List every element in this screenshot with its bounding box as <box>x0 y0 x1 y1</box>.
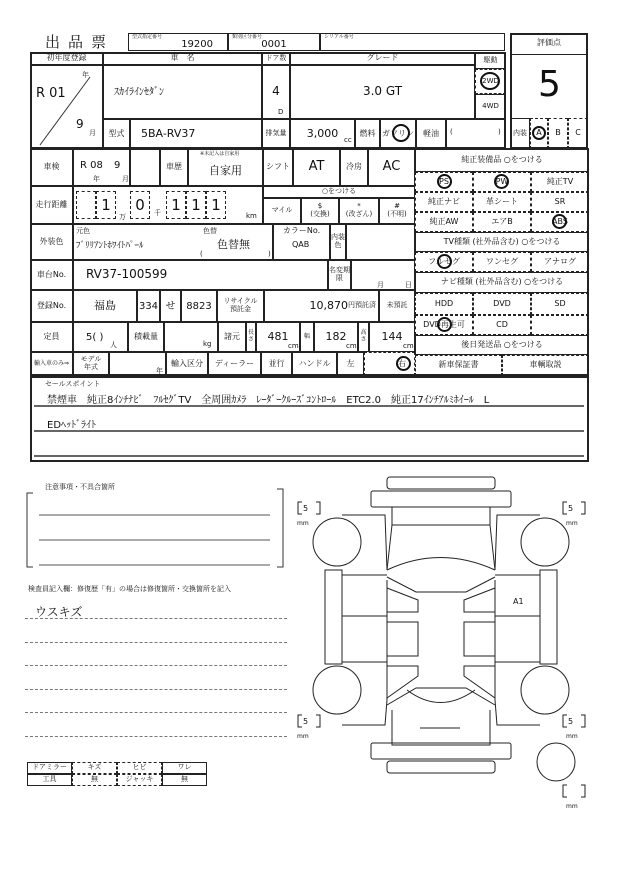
color-no-label: カラーNo. <box>273 224 330 260</box>
doors-unit: D <box>278 108 284 116</box>
tread-front-left: 5 <box>303 504 309 513</box>
tv-oneseg: ワンセグ <box>473 252 531 272</box>
left-sill <box>325 570 342 664</box>
inspection-month-unit: 月 <box>122 175 129 183</box>
tire-rear-left <box>313 666 361 714</box>
drive-2wd-circle <box>480 72 500 90</box>
inspector-text: ウスキズ <box>35 605 83 619</box>
inspector-line <box>25 712 287 713</box>
jack-value: 無 <box>162 774 207 786</box>
spec-label: 諸元 <box>218 322 246 352</box>
equipment-title: 純正装備品 ○をつける <box>415 148 589 172</box>
tools-label: 工具 <box>27 774 72 786</box>
inspector-line <box>25 618 287 619</box>
inspection-year-unit: 年 <box>93 175 100 183</box>
tire-front-right <box>521 518 569 566</box>
equip-tv: 純正TV <box>531 172 589 192</box>
original-color-value: ﾌﾞﾘﾘｱﾝﾄﾎﾜｲﾄﾊﾟｰﾙ <box>76 241 144 251</box>
mileage-digit: 1 <box>166 191 186 219</box>
drive-2wd: 2WD <box>475 69 506 94</box>
registration-kana: せ <box>160 290 181 322</box>
inspector-line <box>25 642 287 643</box>
interior-a: A <box>530 118 548 149</box>
later-manual: 車輌取説 <box>502 355 589 376</box>
category-label: 類別区分番号 <box>232 34 263 40</box>
damage-code-a1: A1 <box>513 597 524 606</box>
import-parallel: 並行 <box>261 352 292 376</box>
paren-open: ( <box>450 128 453 136</box>
inspection-label: 車検 <box>30 148 73 186</box>
mm-unit: mm <box>297 520 309 527</box>
mirror-label: ドアミラー <box>27 762 72 774</box>
mileage-flag-mile[interactable]: マイル <box>263 198 301 224</box>
category-field: 0001 <box>228 33 320 51</box>
model-year-label: モデル 年式 <box>73 352 109 376</box>
mirror-scratch: キズ <box>72 762 117 774</box>
first-registration-year: R 01 <box>36 86 66 101</box>
tv-fullseg: フルセグ <box>415 252 473 272</box>
tv-analog: アナログ <box>531 252 589 272</box>
inspector-line <box>25 736 287 737</box>
rear-bumper-trim <box>387 761 495 773</box>
first-registration-month: 9 <box>76 117 84 131</box>
sales-point-line-2: EDﾍｯﾄﾞﾗｲﾄ <box>47 420 97 431</box>
serial-label: シリアル番号 <box>324 34 354 40</box>
navi-sd: SD <box>531 293 589 315</box>
tv-title: TV種類 (社外品含む) ○をつける <box>415 232 589 252</box>
interior-b: B <box>548 118 568 149</box>
notes-label: 注意事項・不具合箇所 <box>45 483 115 491</box>
usage-label: 車歴 <box>160 148 188 186</box>
name-change-label: 名変期限 <box>328 260 351 290</box>
mileage-flag-unknown[interactable]: # (不明) <box>379 198 415 224</box>
length-label: 長さ <box>246 322 256 352</box>
import-dealer: ディーラー <box>208 352 261 376</box>
color-label: 外装色 <box>30 224 73 260</box>
interior-a-circle <box>532 126 546 140</box>
equip-abs-circle <box>552 214 567 229</box>
equip-pw: PW <box>473 172 531 192</box>
width-label: 幅 <box>300 322 314 352</box>
sales-line <box>34 405 584 407</box>
grade-value: 3.0 GT <box>290 65 475 119</box>
mileage-digit: 0 <box>130 191 150 219</box>
cm-unit: cm <box>346 342 357 350</box>
first-registration-label: 初年度登録 <box>30 52 103 65</box>
inspector-label: 検査員記入欄：修復歴「有」の場合は修復箇所・交換箇所を記入 <box>28 585 231 593</box>
model-designation-label: 型式指定番号 <box>132 34 163 40</box>
interior-color-value <box>346 224 415 260</box>
front-bumper-trim <box>387 477 495 489</box>
original-color-label: 元色 <box>76 227 90 235</box>
navi-empty <box>531 315 589 335</box>
height-value: 144 <box>369 322 415 352</box>
fuel-diesel: 軽油 <box>416 119 446 149</box>
tire-front-left <box>313 518 361 566</box>
registration-class: 334 <box>137 290 160 322</box>
capacity-value: 5( ) <box>73 322 128 352</box>
tread-front-right: 5 <box>568 504 574 513</box>
paren-open: ( <box>200 250 203 258</box>
trunk <box>392 710 490 745</box>
year-unit: 年 <box>82 71 89 79</box>
mileage-man-unit: 万 <box>119 213 126 221</box>
interior-label: 内装 <box>510 118 530 149</box>
import-label: 輸入車のみ⇒ <box>30 352 73 376</box>
model-label: 型式 <box>103 119 130 149</box>
inspection-year: R 08 <box>80 160 103 171</box>
fuel-gasoline: ガソリン <box>380 119 416 149</box>
sales-point-label: セールスポイント <box>45 380 101 388</box>
navi-dvd-playback: DVD再生可 <box>415 315 473 335</box>
later-title: 後日発送品 ○をつける <box>415 335 589 355</box>
handle-right: 右 <box>364 352 415 376</box>
doors <box>342 575 540 662</box>
score-value: 5 <box>538 64 561 105</box>
tv-fullseg-circle <box>437 254 452 269</box>
paren-close: ) <box>268 250 271 258</box>
color-change-label: 色替 <box>203 227 217 235</box>
length-value: 481 <box>256 322 300 352</box>
sheet-title: 出品票 <box>45 33 115 51</box>
fenders <box>342 515 540 725</box>
car-name-label: 車 名 <box>103 52 262 65</box>
capacity-unit: 人 <box>110 341 117 349</box>
mirror-crack: ヒビ <box>117 762 162 774</box>
mm-unit: mm <box>566 803 578 810</box>
handle-right-circle <box>396 356 411 371</box>
mileage-digit: 1 <box>206 191 226 219</box>
car-diagram <box>280 470 600 820</box>
load-label: 積載量 <box>128 322 164 352</box>
jack-label: ジャッキ <box>117 774 162 786</box>
mileage-digit: 1 <box>96 191 116 219</box>
displacement-label: 排気量 <box>262 119 290 149</box>
mm-unit: mm <box>566 520 578 527</box>
ac-label: 冷房 <box>340 148 368 186</box>
load-unit: kg <box>203 340 212 348</box>
tread-brackets <box>298 502 585 797</box>
mileage-digit <box>76 191 96 219</box>
registration-region: 福島 <box>73 290 137 322</box>
mm-unit: mm <box>566 733 578 740</box>
windows <box>387 588 495 698</box>
height-label: 高さ <box>358 322 369 352</box>
drive-label: 駆動 <box>475 52 506 69</box>
displacement-unit: cc <box>344 136 352 144</box>
equip-navi: 純正ナビ <box>415 192 473 212</box>
windshield <box>387 558 495 593</box>
mirror-broken: ワレ <box>162 762 207 774</box>
mileage-flag-replaced[interactable]: $ (交換) <box>301 198 339 224</box>
mm-unit: mm <box>297 733 309 740</box>
doors-label: ドア数 <box>262 52 290 65</box>
model-designation-field: 19200 <box>128 33 228 51</box>
tools-value: 無 <box>72 774 117 786</box>
later-warranty: 新車保証書 <box>415 355 502 376</box>
fuel-label: 燃料 <box>355 119 380 149</box>
recycle-cell <box>264 290 379 322</box>
cm-unit: cm <box>403 342 414 350</box>
equip-aw: 純正AW <box>415 212 473 232</box>
tread-rear-left: 5 <box>303 717 309 726</box>
drive-4wd: 4WD <box>475 94 506 119</box>
spare-tire <box>537 743 575 781</box>
name-change-day: 日 <box>405 281 412 289</box>
registration-label: 登録No. <box>30 290 73 322</box>
handle-label: ハンドル <box>292 352 337 376</box>
import-type-label: 輸入区分 <box>166 352 208 376</box>
rear-window <box>387 688 495 705</box>
right-sill <box>540 570 557 664</box>
displacement-value: 3,000 <box>290 119 355 149</box>
equip-leather: 革シート <box>473 192 531 212</box>
usage-spacer <box>130 148 160 186</box>
registration-number: 8823 <box>181 290 217 322</box>
handle-left: 左 <box>337 352 364 376</box>
sales-line <box>34 430 584 432</box>
model-value: 5BA-RV37 <box>130 119 262 149</box>
mileage-sen-unit: 千 <box>154 209 161 217</box>
equip-pw-circle <box>494 174 509 189</box>
chassis-value: RV37-100599 <box>73 260 328 290</box>
name-change-month: 月 <box>377 281 384 289</box>
sales-point-box <box>30 376 589 462</box>
shift-value: AT <box>293 148 340 186</box>
month-unit: 月 <box>89 129 96 137</box>
navi-hdd: HDD <box>415 293 473 315</box>
navi-dvd: DVD <box>473 293 531 315</box>
doors-value: 4 <box>262 65 290 119</box>
recycle-label: リサイクル 預託金 <box>217 290 264 322</box>
color-no-value: QAB <box>292 240 310 249</box>
equip-abs: ABS <box>531 212 589 232</box>
mileage-mark-note: ○をつける <box>263 186 415 198</box>
inspection-month: 9 <box>114 160 121 171</box>
notes-brackets <box>25 485 285 570</box>
grade-label: グレード <box>290 52 475 65</box>
sales-line <box>34 455 584 457</box>
equip-ps-circle <box>437 174 452 189</box>
cm-unit: cm <box>288 342 299 350</box>
mileage-unit: km <box>246 212 257 220</box>
usage-note: ※未記入は自家用 <box>200 151 240 157</box>
equip-ps: PS <box>415 172 473 192</box>
recycle-unpaid: 未預託 <box>379 290 415 322</box>
navi-cd: CD <box>473 315 531 335</box>
inspector-line <box>25 665 287 666</box>
tread-rear-right: 5 <box>568 717 574 726</box>
chassis-label: 車台No. <box>30 260 73 290</box>
score-label: 評価点 <box>510 33 588 55</box>
body-sides <box>387 580 495 700</box>
width-value: 182 <box>314 322 358 352</box>
shift-label: シフト <box>263 148 293 186</box>
navi-title: ナビ種類 (社外品含む) ○をつける <box>415 272 589 293</box>
equip-sr: SR <box>531 192 589 212</box>
mileage-flag-tampered[interactable]: * (改ざん) <box>339 198 379 224</box>
model-year-unit: 年 <box>156 367 163 375</box>
tire-rear-right <box>521 666 569 714</box>
recycle-value: 10,870 <box>309 298 348 312</box>
fuel-other <box>446 119 506 149</box>
interior-color-label: 内装色 <box>330 224 346 260</box>
hood <box>387 507 495 570</box>
interior-c: C <box>568 118 588 149</box>
paren-close: ) <box>498 128 501 136</box>
front-bumper <box>371 491 511 507</box>
recycle-unit: 円預託済 <box>348 301 376 310</box>
mileage-label: 走行距離 <box>30 186 73 224</box>
car-name-value: ｽｶｲﾗｲﾝｾﾀﾞﾝ <box>103 65 262 119</box>
capacity-label: 定員 <box>30 322 73 352</box>
navi-dvd-circle <box>437 317 452 332</box>
color-change-value: 色替無 <box>217 238 250 251</box>
sales-point-line-1: 禁煙車 純正8ｲﾝﾁﾅﾋﾞ ﾌﾙｾｸﾞTV 全周囲ｶﾒﾗ ﾚｰﾀﾞｰｸﾙｰｽﾞｺﾝﾄﾛｰﾙ ETC2.0 純正17ｲﾝﾁｱﾙﾐﾎｲｰﾙ L <box>47 395 490 406</box>
fuel-gasoline-circle <box>392 124 410 142</box>
equip-airbag: エアB <box>473 212 531 232</box>
ac-value: AC <box>368 148 415 186</box>
usage-value: 自家用 <box>188 148 263 186</box>
mileage-digit: 1 <box>186 191 206 219</box>
inspector-line <box>25 689 287 690</box>
